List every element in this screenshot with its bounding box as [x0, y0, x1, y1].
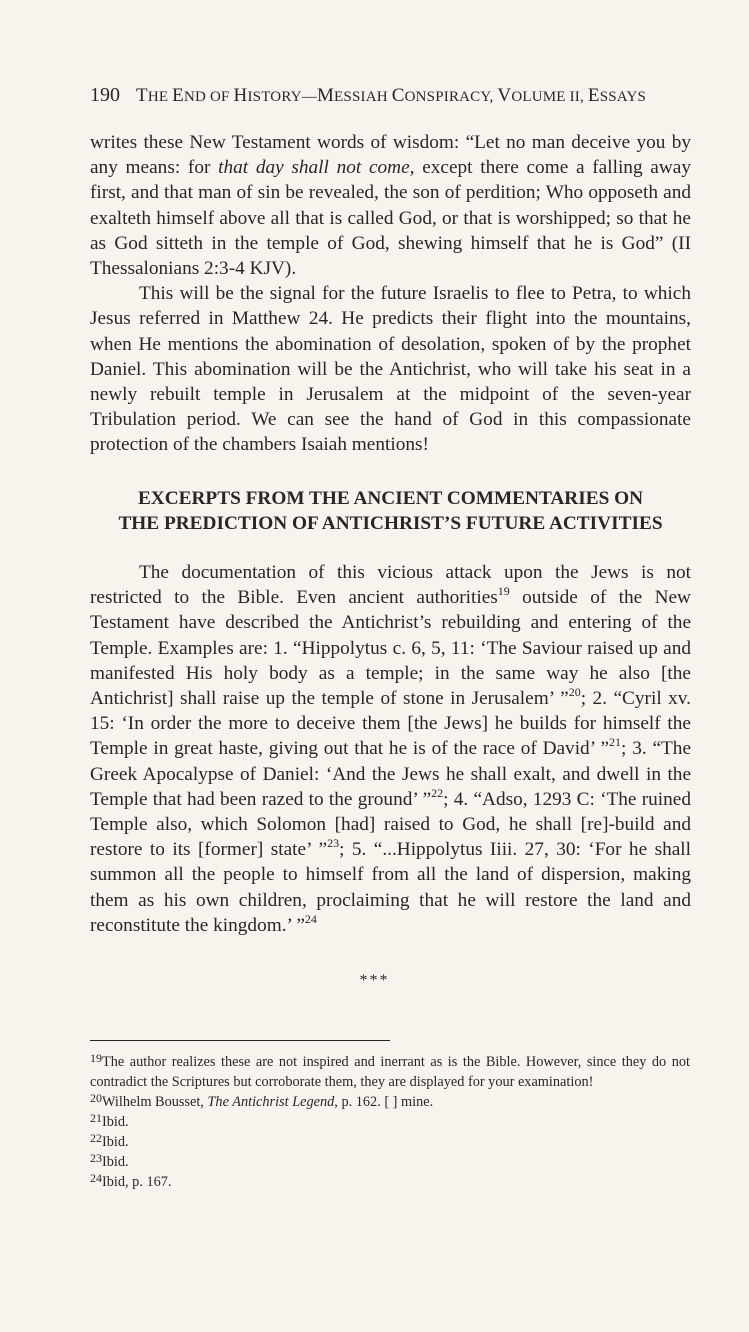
paragraph-3: The documentation of this vicious attack upon the Jews is not restricted to the Bible. Even ancient authorities$^{19}$ outside of the New Testament have described the Antichrist’s rebuilding and entering of the Temple. Examples are: 1. “Hippolytus c. 6, 5, 11: ‘The Saviour raised up and manifested His holy body as a temple; in the same way he also [the Antichrist] shall raise up the temple of stone in Jerusalem’ ”$^{20}$; 2. “Cyril xv. 15: ‘In order the more to deceive them [the Jews] he builds for himself the Temple in great haste, giving out that he is of the race of David’ ”$^{21}$; 3. “The Greek Apocalypse of Daniel: ‘And the Jews he shall exalt, and dwell in the Temple that had been razed to the ground’ ”$^{22}$; 4. “Adso, 1293 C: ‘The ruined Temple also, which Solomon [had] raised to God, he shall [re]-build and restore to its [former] state’ ”$^{23}$; 5. “...Hippolytus Iiii. 27, 30: ‘For he shall summon all the people to himself from all the land of dispersion, making them as his own children, proclaiming that he will restore the land and reconstitute the kingdom.’ ”$^{24}$ [90, 562, 691, 936]
footnote-ref-19[interactable]: 19 [497, 584, 510, 599]
footnote-ref-22[interactable]: 22 [431, 785, 444, 800]
section-separator: *** [359, 972, 390, 989]
paragraph-1: writes these New Testament words of wisdom: “Let no man deceive you by any means: for that day shall not come, except there come a falling away first, and that man of sin be revealed, the son of perdition; Who opposeth and exalteth himself above all that is called God, or that is worshipped; so that he as God sitteth in the temple of God, shewing himself that he is God” (II Thessalonians 2:3-4 KJV). [90, 132, 691, 280]
running-title: THE END OF HISTORY—MESSIAH CONSPIRACY, VOLUME II, ESSAYS [136, 85, 647, 106]
footnote-19: $^{19}$The author realizes these are not inspired and inerrant as is the Bible. However, since they do not contradict the Scriptures but corroborate them, they are displayed for your examination! [90, 1051, 690, 1090]
paragraph-2: This will be the signal for the future Israelis to flee to Petra, to which Jesus referred in Matthew 24. He predicts their flight into the mountains, when He mentions the abomination of desolation, spoken of by the prophet Daniel. This abomination will be the Antichrist, who will take his seat in a newly rebuilt temple in Jerusalem at the midpoint of the seven-year Tribulation period. We can see the hand of God in this compassionate protection of the chambers Isaiah mentions! [90, 283, 691, 456]
footnote-ref-21[interactable]: 21 [609, 735, 622, 750]
footnote-23: $^{23}$Ibid. [90, 1151, 129, 1170]
footnote-ref-23[interactable]: 23 [327, 836, 340, 851]
body-text [90, 130, 691, 938]
footnote-21: $^{21}$Ibid. [90, 1111, 129, 1130]
footnote-ref-24[interactable]: 24 [304, 911, 317, 926]
running-header [90, 82, 690, 110]
footnote-24: $^{24}$Ibid, p. 167. [90, 1171, 172, 1190]
section-heading: EXCERPTS FROM THE ANCIENT COMMENTARIES ON THE PREDICTION OF ANTICHRIST’S FUTURE ACTIVITIES [118, 487, 663, 534]
footnotes [90, 1052, 690, 1192]
italic-phrase: that day shall not come, [218, 157, 415, 179]
footnote-ref-20[interactable]: 20 [568, 685, 581, 700]
footnote-rule [90, 1040, 390, 1041]
page-number: 190 [90, 84, 120, 106]
footnote-22: $^{22}$Ibid. [90, 1131, 129, 1150]
footnote-20: $^{20}$Wilhelm Bousset, The Antichrist Legend, p. 162. [ ] mine. [90, 1091, 434, 1110]
